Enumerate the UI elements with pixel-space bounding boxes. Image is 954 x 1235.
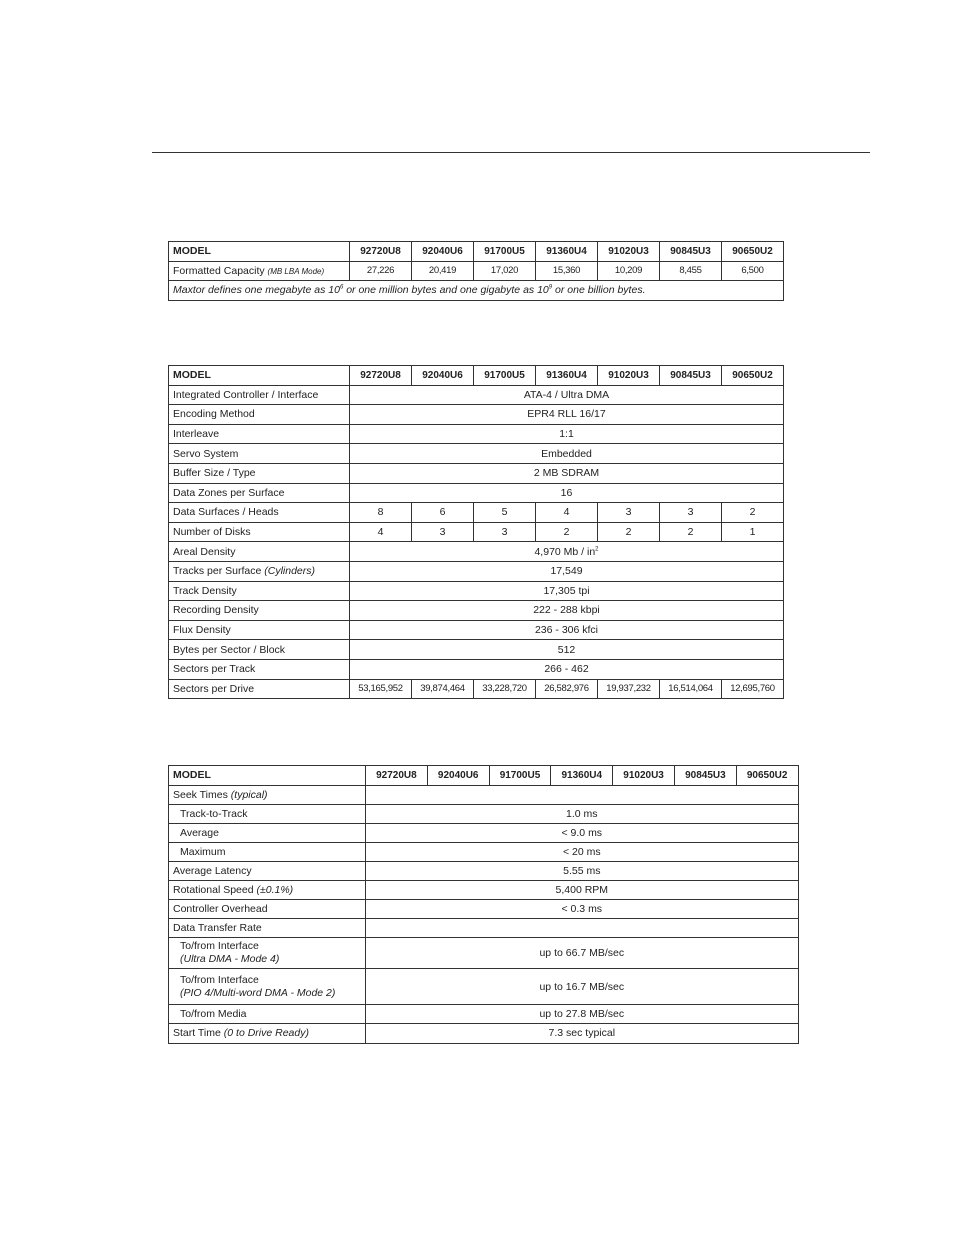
row-label: Tracks per Surface (Cylinders) <box>169 561 350 581</box>
row-label: Interleave <box>169 424 350 444</box>
model-column: 91360U4 <box>536 366 598 386</box>
table-cell: 7.3 sec typical <box>366 1024 799 1043</box>
model-column: 90845U3 <box>674 766 736 786</box>
table-row <box>169 561 784 581</box>
model-column: 91700U5 <box>474 366 536 386</box>
table-cell: 39,874,464 <box>412 679 474 699</box>
table-cell: 12,695,760 <box>722 679 784 699</box>
table-cell: 2 <box>536 522 598 542</box>
table-row <box>169 679 784 699</box>
table-cell: 8 <box>350 503 412 523</box>
row-label: Seek Times (typical) <box>169 785 366 804</box>
capacity-note: Maxtor defines one megabyte as $10^6$ or one million bytes and one gigabyte as $10^9$ or one billion bytes. <box>169 281 784 301</box>
table-cell: 17,305 tpi <box>350 581 784 601</box>
table-row <box>169 620 784 640</box>
table-row <box>169 581 784 601</box>
table-cell: up to 66.7 MB/sec <box>366 938 799 969</box>
row-label: Formatted Capacity (MB LBA Mode) <box>169 261 350 281</box>
table-row <box>169 281 784 301</box>
table-cell: 17,020 <box>474 261 536 281</box>
table-cell: EPR4 RLL 16/17 <box>350 405 784 425</box>
table-cell: 2 <box>598 522 660 542</box>
model-column: 90845U3 <box>660 242 722 262</box>
table-row <box>169 785 799 804</box>
table-row <box>169 969 799 1005</box>
table-row <box>169 640 784 660</box>
table-row <box>169 919 799 938</box>
table-row <box>169 503 784 523</box>
table-cell: ATA-4 / Ultra DMA <box>350 385 784 405</box>
capacity-table <box>168 241 784 301</box>
table-row <box>169 405 784 425</box>
table-cell: 5 <box>474 503 536 523</box>
header-rule <box>152 152 870 153</box>
table-cell: 15,360 <box>536 261 598 281</box>
table-row <box>169 542 784 562</box>
table-cell: 19,937,232 <box>598 679 660 699</box>
table-cell: 4,970 Mb / $in^2$ <box>350 542 784 562</box>
model-column: 92040U6 <box>427 766 489 786</box>
table-row <box>169 463 784 483</box>
row-label: Integrated Controller / Interface <box>169 385 350 405</box>
table-cell: < 20 ms <box>366 842 799 861</box>
model-column: 91700U5 <box>489 766 551 786</box>
table-cell: 17,549 <box>350 561 784 581</box>
table-cell: < 9.0 ms <box>366 823 799 842</box>
row-label: Maximum <box>169 842 366 861</box>
row-label: To/from Media <box>169 1005 366 1024</box>
model-column: 91360U4 <box>536 242 598 262</box>
table-row <box>169 601 784 621</box>
table-cell: 3 <box>660 503 722 523</box>
row-label: To/from Interface (PIO 4/Multi-word DMA - Mode 2) <box>169 969 366 1005</box>
table-row <box>169 861 799 880</box>
model-column: 91020U3 <box>613 766 675 786</box>
table-cell: 8,455 <box>660 261 722 281</box>
table-row <box>169 261 784 281</box>
row-label: Rotational Speed (±0.1%) <box>169 881 366 900</box>
table-cell: 3 <box>598 503 660 523</box>
model-column: 92040U6 <box>412 366 474 386</box>
table-cell: 6 <box>412 503 474 523</box>
table-cell: 5,400 RPM <box>366 881 799 900</box>
table-cell: 222 - 288 kbpi <box>350 601 784 621</box>
table-cell: 1.0 ms <box>366 804 799 823</box>
table-cell: 6,500 <box>722 261 784 281</box>
table-cell: 1:1 <box>350 424 784 444</box>
model-column: 90650U2 <box>722 366 784 386</box>
table-cell: 16 <box>350 483 784 503</box>
row-label: Data Transfer Rate <box>169 919 366 938</box>
model-column: 91020U3 <box>598 242 660 262</box>
table-row <box>169 659 784 679</box>
row-label: Track-to-Track <box>169 804 366 823</box>
table-cell: 266 - 462 <box>350 659 784 679</box>
table-cell: 5.55 ms <box>366 861 799 880</box>
table-cell: 3 <box>474 522 536 542</box>
table-cell: 1 <box>722 522 784 542</box>
table-cell <box>366 785 799 804</box>
row-label: Average Latency <box>169 861 366 880</box>
row-label: Controller Overhead <box>169 900 366 919</box>
table-row <box>169 804 799 823</box>
table-cell: Embedded <box>350 444 784 464</box>
table-cell: 10,209 <box>598 261 660 281</box>
table-cell: 4 <box>536 503 598 523</box>
table-cell: 512 <box>350 640 784 660</box>
row-label: Start Time (0 to Drive Ready) <box>169 1024 366 1043</box>
row-label: Track Density <box>169 581 350 601</box>
row-label: Sectors per Drive <box>169 679 350 699</box>
model-column: 91360U4 <box>551 766 613 786</box>
row-label: Data Zones per Surface <box>169 483 350 503</box>
table-cell: 2 <box>660 522 722 542</box>
row-label: To/from Interface (Ultra DMA - Mode 4) <box>169 938 366 969</box>
table-cell: 4 <box>350 522 412 542</box>
table-cell: < 0.3 ms <box>366 900 799 919</box>
table-row <box>169 881 799 900</box>
model-column: 92720U8 <box>366 766 428 786</box>
row-label: Number of Disks <box>169 522 350 542</box>
model-column: 90650U2 <box>722 242 784 262</box>
table-cell: up to 16.7 MB/sec <box>366 969 799 1005</box>
table-cell: 20,419 <box>412 261 474 281</box>
model-column: 92720U8 <box>350 366 412 386</box>
model-header: MODEL <box>169 242 350 262</box>
row-label: Servo System <box>169 444 350 464</box>
row-label: Recording Density <box>169 601 350 621</box>
table-row <box>169 483 784 503</box>
table-cell: 236 - 306 kfci <box>350 620 784 640</box>
model-column: 90845U3 <box>660 366 722 386</box>
table-row <box>169 842 799 861</box>
model-header: MODEL <box>169 766 366 786</box>
table-header-row <box>169 766 799 786</box>
model-column: 91020U3 <box>598 366 660 386</box>
row-label: Flux Density <box>169 620 350 640</box>
table-row <box>169 938 799 969</box>
table-cell: 53,165,952 <box>350 679 412 699</box>
row-label: Average <box>169 823 366 842</box>
table-row <box>169 444 784 464</box>
table-cell: 2 MB SDRAM <box>350 463 784 483</box>
table-row <box>169 900 799 919</box>
row-label: Buffer Size / Type <box>169 463 350 483</box>
table-row <box>169 823 799 842</box>
table-row <box>169 385 784 405</box>
row-label: Data Surfaces / Heads <box>169 503 350 523</box>
table-row <box>169 1005 799 1024</box>
table-header-row <box>169 242 784 262</box>
model-column: 92720U8 <box>350 242 412 262</box>
table-cell: 27,226 <box>350 261 412 281</box>
table-cell: 16,514,064 <box>660 679 722 699</box>
table-row <box>169 522 784 542</box>
table-cell: 26,582,976 <box>536 679 598 699</box>
model-column: 91700U5 <box>474 242 536 262</box>
row-label: Encoding Method <box>169 405 350 425</box>
row-label: Bytes per Sector / Block <box>169 640 350 660</box>
configuration-table <box>168 365 784 699</box>
table-row <box>169 424 784 444</box>
table-row <box>169 1024 799 1043</box>
row-label: Areal Density <box>169 542 350 562</box>
row-label: Sectors per Track <box>169 659 350 679</box>
performance-table <box>168 765 799 1044</box>
table-cell <box>366 919 799 938</box>
table-header-row <box>169 366 784 386</box>
table-cell: 2 <box>722 503 784 523</box>
model-column: 90650U2 <box>736 766 798 786</box>
model-header: MODEL <box>169 366 350 386</box>
table-cell: up to 27.8 MB/sec <box>366 1005 799 1024</box>
table-cell: 33,228,720 <box>474 679 536 699</box>
model-column: 92040U6 <box>412 242 474 262</box>
table-cell: 3 <box>412 522 474 542</box>
